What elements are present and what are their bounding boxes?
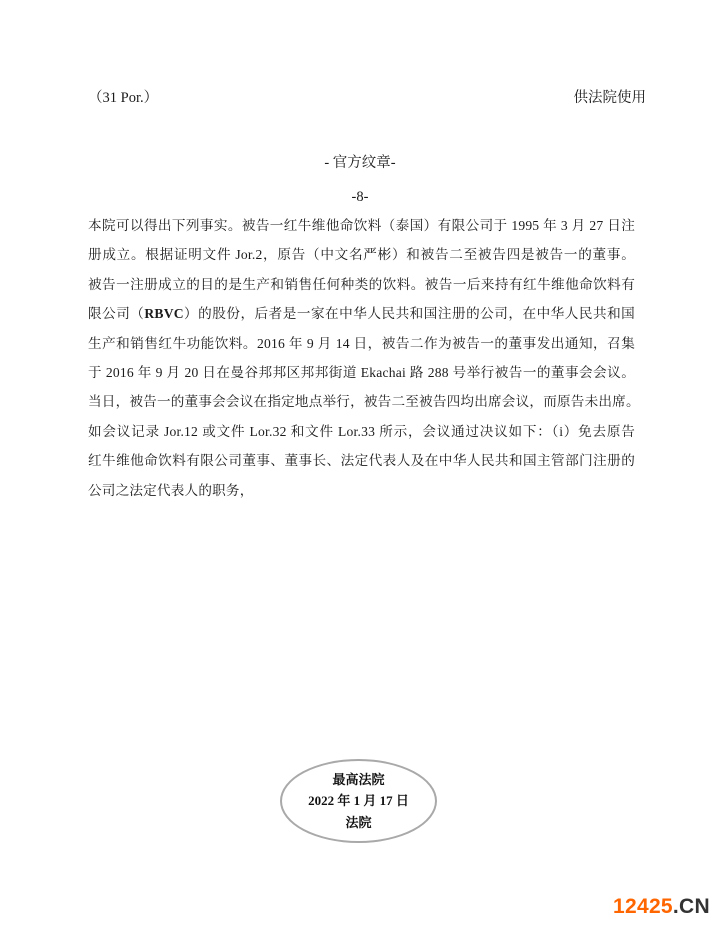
body-line: 册成立。根据证明文件 Jor.2，原告（中文名严彬）和被告二至被告四是被告一的董事。 [88,247,635,263]
court-date-stamp [280,759,437,843]
page-number: -8- [351,189,369,205]
header-right-label: 供法院使用 [573,90,646,106]
body-line-segment: 限公司（ [88,306,145,322]
site-watermark [613,895,710,919]
official-seal-placeholder: - 官方纹章- [324,155,396,171]
watermark-number: 12425 [613,895,673,918]
watermark-suffix: .CN [672,895,710,918]
body-line: 如会议记录 Jor.12 或文件 Lor.32 和文件 Lor.33 所示，会议通过决议如下：（i）免去原告 [88,423,635,439]
body-line: 当日，被告一的董事会会议在指定地点举行，被告二至被告四均出席会议，而原告未出席。 [88,394,640,410]
page-header [88,86,646,107]
stamp-court-name: 最高法院 [332,771,385,787]
body-line: 公司之法定代表人的职务， [88,482,254,498]
header-left-label: （31 Por.） [88,90,159,106]
body-line: 生产和销售红牛功能饮料。2016 年 9 月 14 日，被告二作为被告一的董事发出通知，召集 [88,335,635,351]
company-abbreviation: RBVC [144,306,184,322]
body-line: 于 2016 年 9 月 20 日在曼谷邦邦区邦邦街道 Ekachai 路 288 号举行被告一的董事会会议。 [88,364,635,380]
body-line [88,299,635,328]
body-line-segment: ）的股份，后者是一家在中华人民共和国注册的公司，在中华人民共和国 [183,306,635,322]
body-line: 红牛维他命饮料有限公司董事、董事长、法定代表人及在中华人民共和国主管部门注册的 [88,453,635,469]
stamp-date: 2022 年 1 月 17 日 [308,793,409,809]
body-line: 被告一注册成立的目的是生产和销售任何种类的饮料。被告一后来持有红牛维他命饮料有 [88,276,635,292]
stamp-court-label: 法院 [345,814,372,830]
body-paragraph [88,211,640,505]
body-line: 本院可以得出下列事实。被告一红牛维他命饮料（泰国）有限公司于 1995 年 3 月 27 日注 [88,218,635,233]
